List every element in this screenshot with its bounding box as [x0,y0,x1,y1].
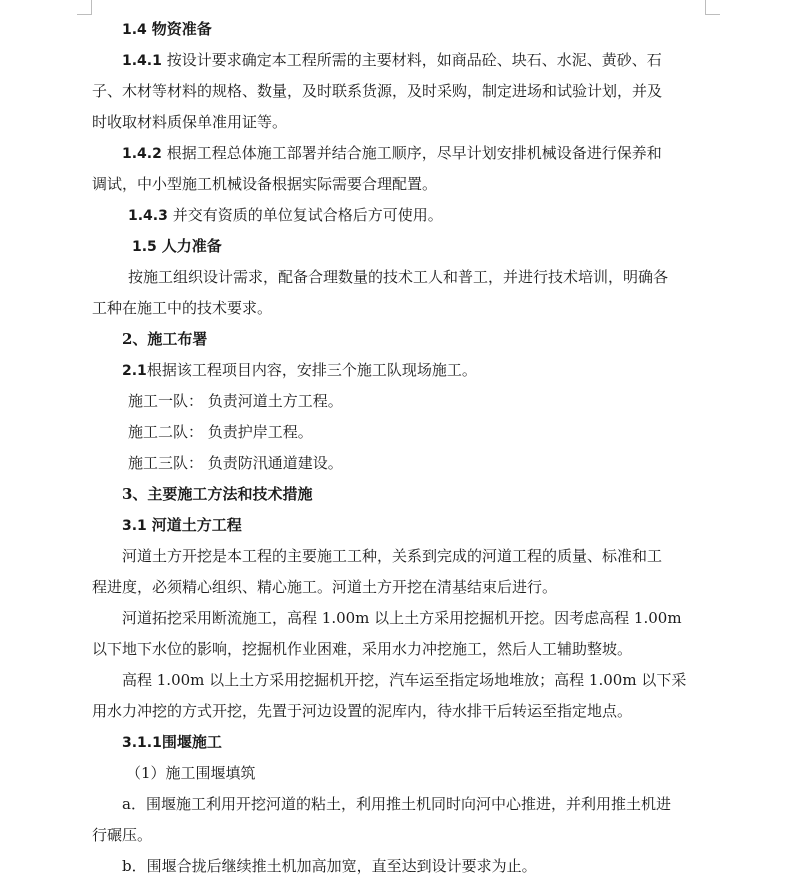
text-line [122,603,682,634]
text-line [126,758,256,789]
text-line [122,665,686,696]
body-text: 工种在施工中的技术要求。 [92,299,273,317]
text-line [92,293,272,324]
body-text: 并交有资质的单位复试合格后方可使用。 [172,206,443,224]
section-number: 1.4 [122,22,152,38]
text-line [92,76,662,107]
body-text: 按施工组织设计需求，配备合理数量的技术工人和普工，并进行技术培训，明确各 [128,268,669,286]
body-text: a．围堰施工利用开挖河道的粘土，利用推土机同时向河中心推进，并利用推土机进 [122,795,671,813]
text-line [122,541,662,572]
text-line [122,14,212,45]
crop-mark-top-left [77,0,92,15]
body-text: 程进度，必须精心组织、精心施工。河道土方开挖在清基结束后进行。 [92,578,558,596]
text-line [128,417,313,448]
body-text: （1）施工围堰填筑 [126,764,256,782]
text-line [92,820,152,851]
crop-mark-top-right [705,0,720,15]
section-number: 1.4.2 [122,146,167,162]
section-number: 1.4.3 [128,208,173,224]
text-line [122,45,662,76]
body-text: 时收取材料质保单准用证等。 [92,113,288,131]
text-line [128,200,443,231]
text-line [122,138,662,169]
text-line [122,727,222,758]
text-line [122,510,242,541]
text-line [92,169,437,200]
text-line [92,572,557,603]
text-line [132,231,222,262]
body-text: 河道拓挖采用断流施工，高程 1.00m 以上土方采用挖掘机开挖。因考虑高程 1.00m [122,609,682,627]
body-text: 子、木材等材料的规格、数量，及时联系货源，及时采购，制定进场和试验计划，并及 [92,82,663,100]
text-line [128,262,668,293]
body-text: 按设计要求确定本工程所需的主要材料，如商品砼、块石、水泥、黄砂、石 [166,51,662,69]
heading-text: 2、施工布署 [122,330,208,348]
section-number: 2.1 [122,363,147,379]
section-number: 1.4.1 [122,53,167,69]
body-text: 用水力冲挖的方式开挖，先置于河边设置的泥库内，待水排干后转运至指定地点。 [92,702,633,720]
text-line [128,386,343,417]
text-line [122,789,671,820]
heading-text: 物资准备 [151,20,212,38]
text-line [122,355,477,386]
body-text: 河道土方开挖是本工程的主要施工工种，关系到完成的河道工程的质量、标准和工 [122,547,663,565]
body-text: 施工一队： 负责河道土方工程。 [128,392,343,410]
heading-text: 3、主要施工方法和技术措施 [122,485,313,503]
body-text: 行碾压。 [92,826,153,844]
body-text: 施工三队： 负责防汛通道建设。 [128,454,343,472]
body-text: 根据工程总体施工部署并结合施工顺序，尽早计划安排机械设备进行保养和 [166,144,662,162]
body-text: 高程 1.00m 以上土方采用挖掘机开挖，汽车运至指定场地堆放；高程 1.00m 以下采 [122,671,687,689]
heading-text: 人力准备 [161,237,222,255]
body-text: b．围堰合拢后继续推土机加高加宽，直至达到设计要求为止。 [122,857,537,875]
text-line [128,448,343,479]
heading-text: 围堰施工 [161,733,222,751]
body-text: 以下地下水位的影响，挖掘机作业困难，采用水力冲挖施工，然后人工辅助整坡。 [92,640,633,658]
section-number: 3.1 [122,518,152,534]
section-number: 3.1.1 [122,735,162,751]
heading-text: 河道土方工程 [151,516,242,534]
text-line [122,479,312,510]
body-text: 施工二队： 负责护岸工程。 [128,423,313,441]
text-line [92,634,632,665]
section-number: 1.5 [132,239,162,255]
text-line [92,696,632,727]
text-line [122,851,537,882]
text-line [92,107,287,138]
text-line [122,324,207,355]
body-text: 根据该工程项目内容，安排三个施工队现场施工。 [146,361,477,379]
body-text: 调试，中小型施工机械设备根据实际需要合理配置。 [92,175,438,193]
